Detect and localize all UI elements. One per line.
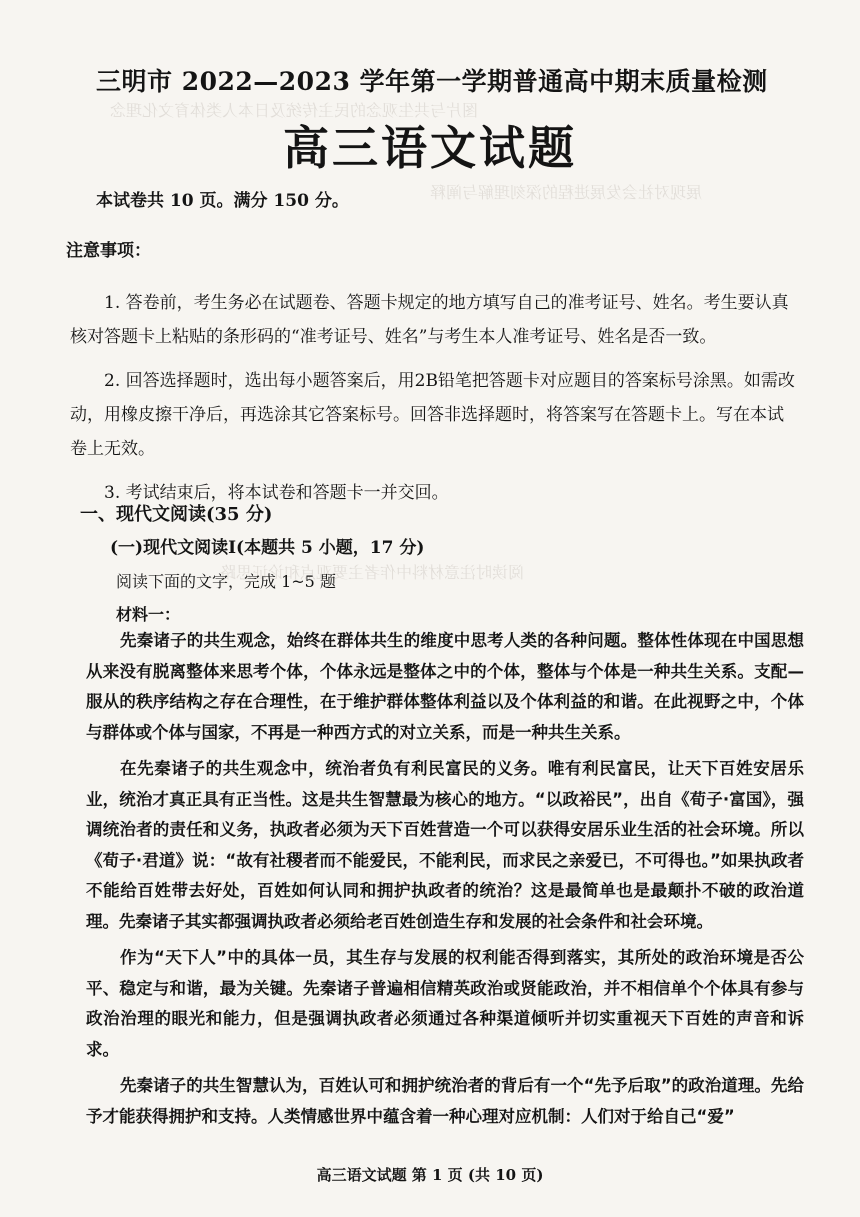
page-footer: 高三语文试题 第 1 页 (共 10 页) — [316, 1166, 544, 1184]
notice-item: 2. 回答选择题时，选出每小题答案后，用2B铅笔把答题卡对应题目的答案标号涂黑。如需改动，用橡皮擦干净后，再选涂其它答案标号。回答非选择题时，将答案写在答题卡上。写在本试卷上无效。 — [70, 371, 795, 459]
notice-heading: 注意事项： — [66, 241, 151, 261]
material-label: 材料一： — [116, 605, 181, 624]
exam-intro: 本试卷共 10 页。满分 150 分。 — [96, 191, 349, 211]
page-title: 高三语文试题 — [283, 121, 577, 175]
passage-paragraph: 作为“天下人”中的具体一员，其生存与发展的权利能否得到落实，其所处的政治环境是否公平、稳定与和谐，最为关键。先秦诸子普遍相信精英政治或贤能政治，并不相信单个个体具有参与政治治理的眼光和能力，但是强调执政者必须通过各种渠道倾听并切实重视天下百姓的声音和诉求。 — [86, 948, 804, 1059]
subsection-title: (一)现代文阅读I(本题共 5 小题，17 分) — [110, 538, 425, 558]
bleed-through-text: 图片与共生观念的民主传统及日本人类体育文化理念 — [110, 101, 479, 120]
passage-paragraph: 先秦诸子的共生观念，始终在群体共生的维度中思考人类的各种问题。整体性体现在中国思想从来没有脱离整体来思考个体，个体永远是整体之中的个体，整体与个体是一种共生关系。支配—服从的秩序结构之存在合理性，在于维护群体整体利益以及个体利益的和谐。在此视野之中，个体与群体或个体与国家，不再是一种西方式的对立关系，而是一种共生关系。 — [86, 631, 804, 742]
bleed-through-text: 展现对社会发展进程的深刻理解与阐释 — [430, 183, 703, 202]
reading-passage — [86, 626, 804, 1138]
instruction: 阅读下面的文字，完成 1~5 题 — [116, 572, 336, 591]
notice-item: 3. 考试结束后，将本试卷和答题卡一并交回。 — [104, 483, 449, 503]
exam-header: 三明市 2022—2023 学年第一学期普通高中期末质量检测 — [96, 67, 768, 96]
passage-paragraph: 在先秦诸子的共生观念中，统治者负有利民富民的义务。唯有利民富民，让天下百姓安居乐业，统治才真正具有正当性。这是共生智慧最为核心的地方。“以政裕民”，出自《荀子·富国》，强调统治者的责任和义务，执政者必须为天下百姓营造一个可以获得安居乐业生活的社会环境。所以《荀子·君道》说：“故有社稷者而不能爱民，不能利民，而求民之亲爱已，不可得也。”如果执政者不能给百姓带去好处，百姓如何认同和拥护执政者的统治？这是最简单也是最颠扑不破的政治道理。先秦诸子其实都强调执政者必须给老百姓创造生存和发展的社会条件和社会环境。 — [86, 759, 804, 931]
bleed-through-text: 阅读时注意材料中作者主要观点和论证思路 — [220, 563, 525, 582]
notice-list — [70, 286, 800, 510]
passage-paragraph: 先秦诸子的共生智慧认为，百姓认可和拥护统治者的背后有一个“先予后取”的政治道理。先给予才能获得拥护和支持。人类情感世界中蕴含着一种心理对应机制：人们对于给自己“爱” — [86, 1076, 804, 1126]
notice-item: 1. 答卷前，考生务必在试题卷、答题卡规定的地方填写自己的准考证号、姓名。考生要认真核对答题卡上粘贴的条形码的“准考证号、姓名”与考生本人准考证号、姓名是否一致。 — [70, 293, 789, 347]
section-title: 一、现代文阅读(35 分) — [80, 504, 273, 525]
